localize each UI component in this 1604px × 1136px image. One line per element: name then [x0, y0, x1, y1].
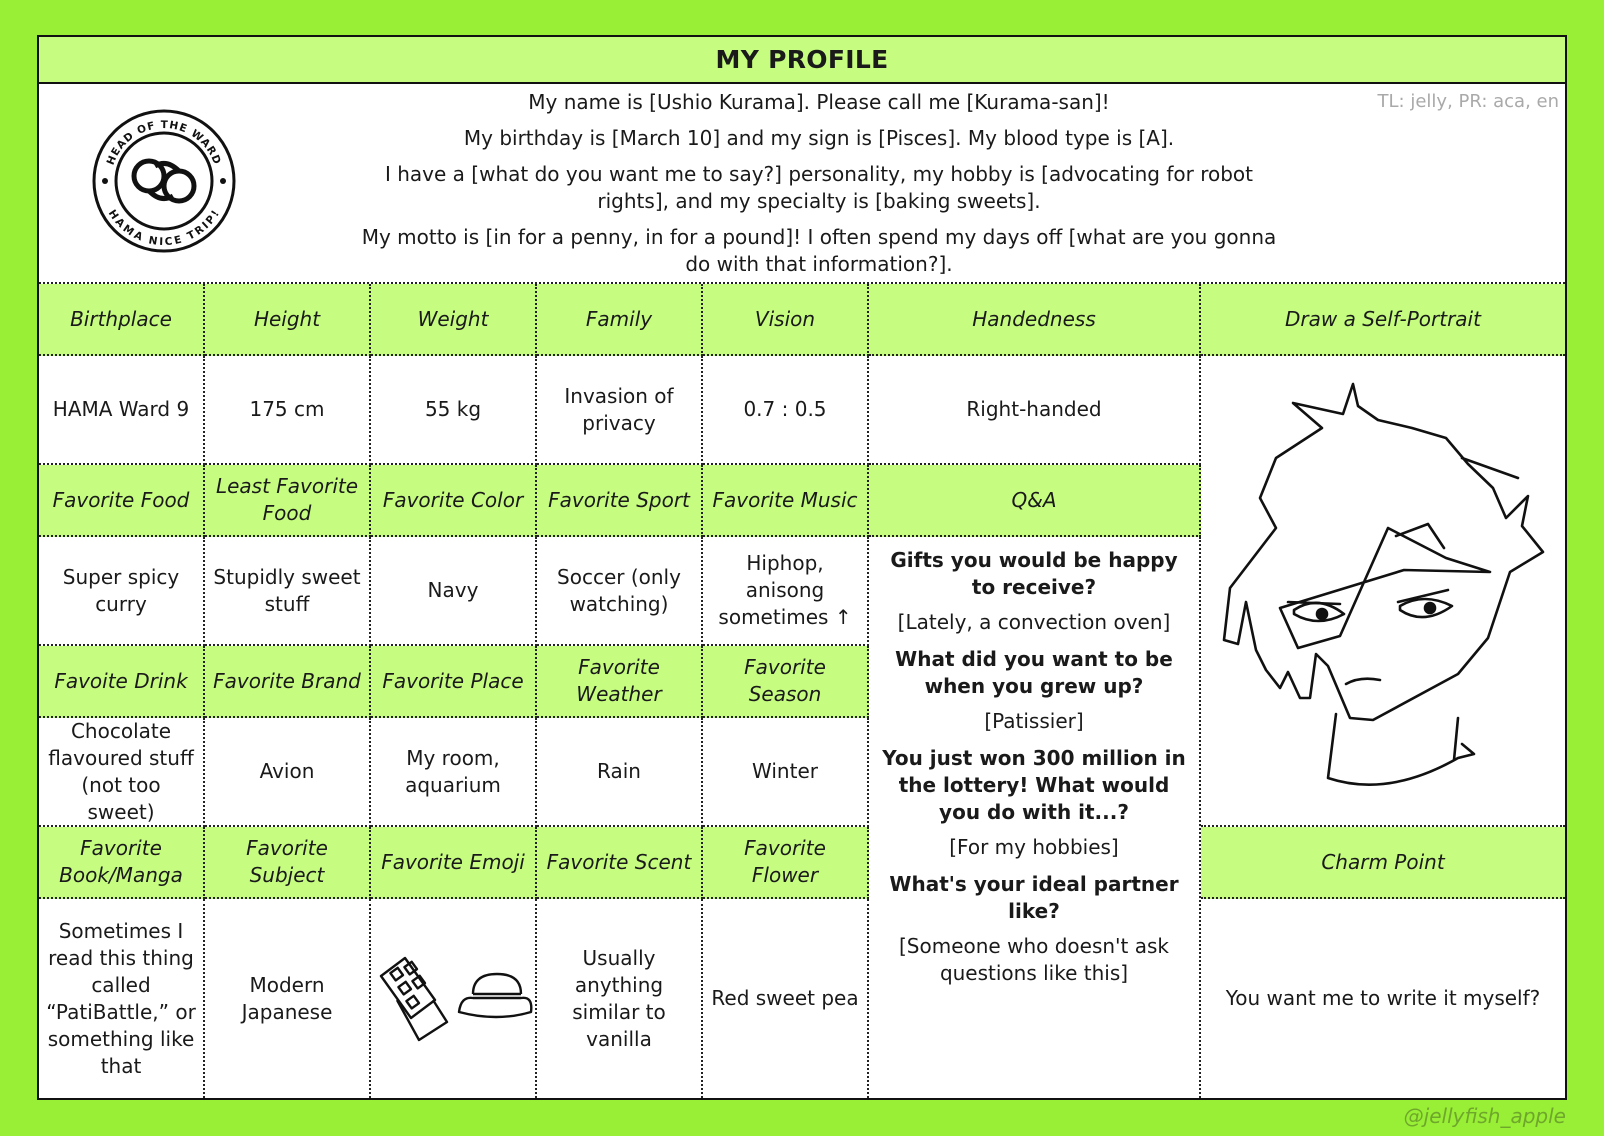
favorite-emoji-icons [373, 954, 533, 1044]
height-value: 175 cm [205, 356, 371, 465]
favorite-sport-value: Soccer (only watching) [537, 537, 703, 646]
favorite-flower-value: Red sweet pea [703, 899, 869, 1098]
weight-label: Weight [371, 284, 537, 356]
height-label: Height [205, 284, 371, 356]
weight-value: 55 kg [371, 356, 537, 465]
favorite-color-label: Favorite Color [371, 465, 537, 537]
translation-credit: TL: jelly, PR: aca, en [1377, 91, 1559, 112]
self-portrait-label: Draw a Self-Portrait [1201, 284, 1565, 356]
hat-icon [459, 974, 531, 1017]
favorite-subject-value: Modern Japanese [205, 899, 371, 1098]
least-favorite-food-label: Least Favorite Food [205, 465, 371, 537]
favorite-subject-label: Favorite Subject [205, 827, 371, 899]
qa-answer: [Someone who doesn't ask questions like this] [898, 934, 1169, 985]
profile-grid [39, 284, 1565, 1098]
svg-text:HEAD OF THE WARD: HEAD OF THE WARD [104, 118, 224, 167]
least-favorite-food-value: Stupidly sweet stuff [205, 537, 371, 646]
favorite-weather-value: Rain [537, 718, 703, 827]
favorite-music-value: Hiphop, anisong sometimes ↑ [703, 537, 869, 646]
favorite-scent-label: Favorite Scent [537, 827, 703, 899]
favorite-drink-value: Chocolate flavoured stuff (not too sweet) [39, 718, 205, 827]
vision-value: 0.7 : 0.5 [703, 356, 869, 465]
favorite-food-label: Favorite Food [39, 465, 205, 537]
qa-question: What did you want to be when you grew up? [895, 647, 1173, 698]
artist-watermark: @jellyfish_apple [1403, 1104, 1566, 1128]
favorite-flower-label: Favorite Flower [703, 827, 869, 899]
handedness-label: Handedness [869, 284, 1201, 356]
favorite-brand-value: Avion [205, 718, 371, 827]
qa-question: Gifts you would be happy to receive? [890, 548, 1178, 599]
charm-point-value: You want me to write it myself? [1201, 899, 1565, 1098]
favorite-weather-label: Favorite Weather [537, 646, 703, 718]
favorite-music-label: Favorite Music [703, 465, 869, 537]
favorite-emoji-value [371, 899, 537, 1098]
favorite-food-value: Super spicy curry [39, 537, 205, 646]
qa-answer: [Patissier] [984, 709, 1084, 733]
qa-question: You just won 300 million in the lottery! What would you do with it...? [882, 746, 1186, 824]
birthplace-value: HAMA Ward 9 [39, 356, 205, 465]
birthplace-label: Birthplace [39, 284, 205, 356]
qa-question: What's your ideal partner like? [889, 872, 1179, 923]
self-portrait-cell [1201, 356, 1565, 827]
intro-line-motto: My motto is [in for a penny, in for a pound]! I often spend my days off [what are you gonna do with that information?]. [361, 225, 1277, 276]
charm-point-label: Charm Point [1201, 827, 1565, 899]
qa-label: Q&A [869, 465, 1201, 537]
favorite-emoji-label: Favorite Emoji [371, 827, 537, 899]
favorite-book-value: Sometimes I read this thing called “PatiBattle,” or something like that [39, 899, 205, 1098]
favorite-place-label: Favorite Place [371, 646, 537, 718]
self-portrait-drawing [1218, 358, 1548, 824]
qa-section [869, 537, 1201, 1098]
vision-label: Vision [703, 284, 869, 356]
intro-section [39, 84, 1565, 284]
qa-answer: [For my hobbies] [949, 835, 1119, 859]
favorite-book-label: Favorite Book/Manga [39, 827, 205, 899]
svg-text:HAMA NICE TRIP!: HAMA NICE TRIP! [105, 207, 223, 249]
qa-answer: [Lately, a convection oven] [897, 610, 1171, 634]
intro-line-name: My name is [Ushio Kurama]. Please call me [Kurama-san]! [528, 90, 1110, 114]
intro-line-birthday: My birthday is [March 10] and my sign is [Pisces]. My blood type is [A]. [463, 126, 1175, 150]
favorite-place-value: My room, aquarium [371, 718, 537, 827]
intro-text [359, 89, 1279, 287]
favorite-brand-label: Favorite Brand [205, 646, 371, 718]
favorite-season-value: Winter [703, 718, 869, 827]
intro-line-personality: I have a [what do you want me to say?] personality, my hobby is [advocating for robot rights], and my specialty is [baking sweets]. [384, 162, 1254, 213]
family-label: Family [537, 284, 703, 356]
handedness-value: Right-handed [869, 356, 1201, 465]
favorite-color-value: Navy [371, 537, 537, 646]
favorite-season-label: Favorite Season [703, 646, 869, 718]
chocolate-bar-icon [381, 958, 447, 1040]
favorite-drink-label: Favoite Drink [39, 646, 205, 718]
profile-card [37, 35, 1567, 1100]
page-title: MY PROFILE [39, 37, 1565, 84]
favorite-scent-value: Usually anything similar to vanilla [537, 899, 703, 1098]
ward-logo [91, 108, 237, 254]
favorite-sport-label: Favorite Sport [537, 465, 703, 537]
family-value: Invasion of privacy [537, 356, 703, 465]
